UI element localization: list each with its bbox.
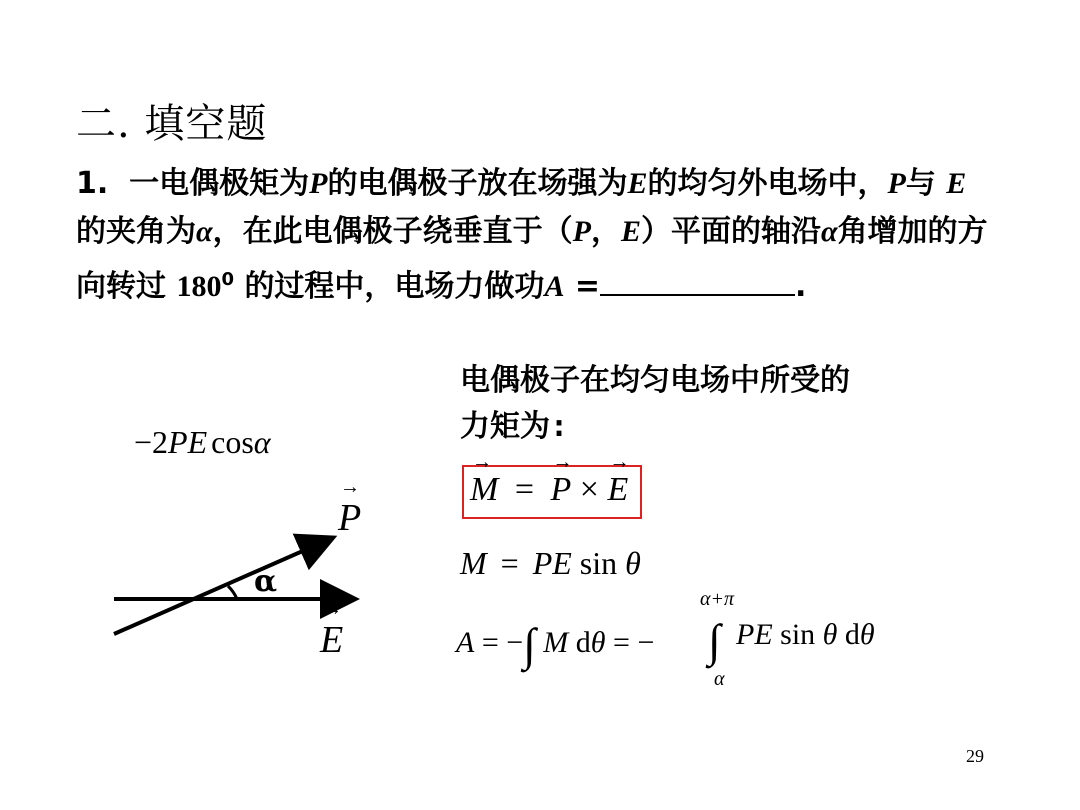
equals-minus: = − xyxy=(481,626,524,659)
definite-integral-sign xyxy=(708,614,721,667)
symbol-E: E xyxy=(620,215,641,248)
lower-limit-text: α xyxy=(714,668,725,690)
symbol-theta: θ xyxy=(859,618,875,651)
differential-d: d xyxy=(844,618,860,651)
equals-sign: = xyxy=(500,545,519,581)
diagram-P-label xyxy=(338,496,361,540)
symbol-E: E xyxy=(627,167,648,200)
symbol-theta: θ xyxy=(625,545,641,581)
symbol-A: A xyxy=(544,270,565,303)
alpha-argument: α xyxy=(253,424,271,460)
symbol-A: A xyxy=(456,626,475,659)
section-title: 二. 填空题 xyxy=(76,101,268,147)
symbol-PE: PE xyxy=(532,545,572,581)
diagram-alpha-label: α xyxy=(254,564,278,599)
symbol-M: M xyxy=(543,626,569,659)
problem-number: 1. xyxy=(76,166,109,201)
symbol-P: P xyxy=(887,167,906,200)
explanation-line: 力矩为: xyxy=(460,409,569,444)
dipole-P-arrow xyxy=(114,539,330,634)
torque-magnitude-equation xyxy=(460,545,641,582)
cos-function: cos xyxy=(211,424,254,460)
problem-text-segment: 与 xyxy=(905,166,936,201)
answer-blank xyxy=(600,268,795,296)
problem-text-segment: 角增加的方向转过 xyxy=(76,214,988,304)
equals-minus: = − xyxy=(613,626,655,659)
symbol-P: P xyxy=(572,215,591,248)
vector-P-label: → P xyxy=(338,496,361,540)
integral-sign: ∫ xyxy=(708,615,721,666)
symbol-alpha: α xyxy=(196,215,213,248)
coefficient: 2 xyxy=(152,424,169,460)
symbol-PE: PE xyxy=(736,618,773,651)
problem-text-segment: ， xyxy=(590,214,621,249)
equals-sign: = xyxy=(574,269,601,304)
vector-M: → M xyxy=(470,471,498,509)
vector-E-label: → E xyxy=(320,618,343,662)
problem-text-segment: ，在此电偶极子绕垂直于（ xyxy=(212,214,573,249)
period: . xyxy=(795,269,807,304)
work-equation xyxy=(456,618,654,671)
symbol-theta: θ xyxy=(590,626,606,659)
torque-vector-equation xyxy=(470,471,628,509)
angle-value: 180 xyxy=(176,270,222,303)
integral-sign: ∫ xyxy=(523,619,536,670)
upper-limit-text: α+π xyxy=(700,588,735,610)
equals-sign: = xyxy=(514,471,535,508)
symbol-E: E xyxy=(946,167,967,200)
problem-text-segment: 的过程中，电场力做功 xyxy=(244,269,545,304)
vector-E: → E xyxy=(607,471,628,509)
differential-d: d xyxy=(575,626,591,659)
problem-text-segment: ）平面的轴沿 xyxy=(640,214,821,249)
symbol-theta: θ xyxy=(822,618,838,651)
problem-text-segment: 的电偶极子放在场强为 xyxy=(327,166,628,201)
sin-function: sin xyxy=(780,618,816,651)
variables: PE xyxy=(168,424,208,460)
symbol-M: M xyxy=(460,545,487,581)
symbol-P: P xyxy=(309,167,328,200)
sin-function: sin xyxy=(579,545,618,581)
problem-text xyxy=(76,160,1006,311)
problem-text-segment: 一电偶极矩为 xyxy=(129,166,310,201)
angle-superscript: 0 xyxy=(221,269,234,290)
diagram-E-label xyxy=(320,618,343,662)
integrand xyxy=(736,618,875,652)
vector-P: → P xyxy=(551,471,572,509)
explanation-text xyxy=(460,358,980,450)
symbol-alpha: α xyxy=(820,215,838,248)
problem-text-segment: 的夹角为 xyxy=(76,214,196,249)
cross-product-sign: × xyxy=(579,471,599,508)
page-number: 29 xyxy=(966,746,984,766)
minus-sign: − xyxy=(134,424,153,460)
integral-lower-limit xyxy=(714,668,725,691)
explanation-line: 电偶极子在均匀电场中所受的 xyxy=(460,363,850,398)
integral-upper-limit xyxy=(700,588,734,611)
answer-expression xyxy=(134,424,271,461)
problem-text-segment: 的均匀外电场中， xyxy=(647,166,888,201)
